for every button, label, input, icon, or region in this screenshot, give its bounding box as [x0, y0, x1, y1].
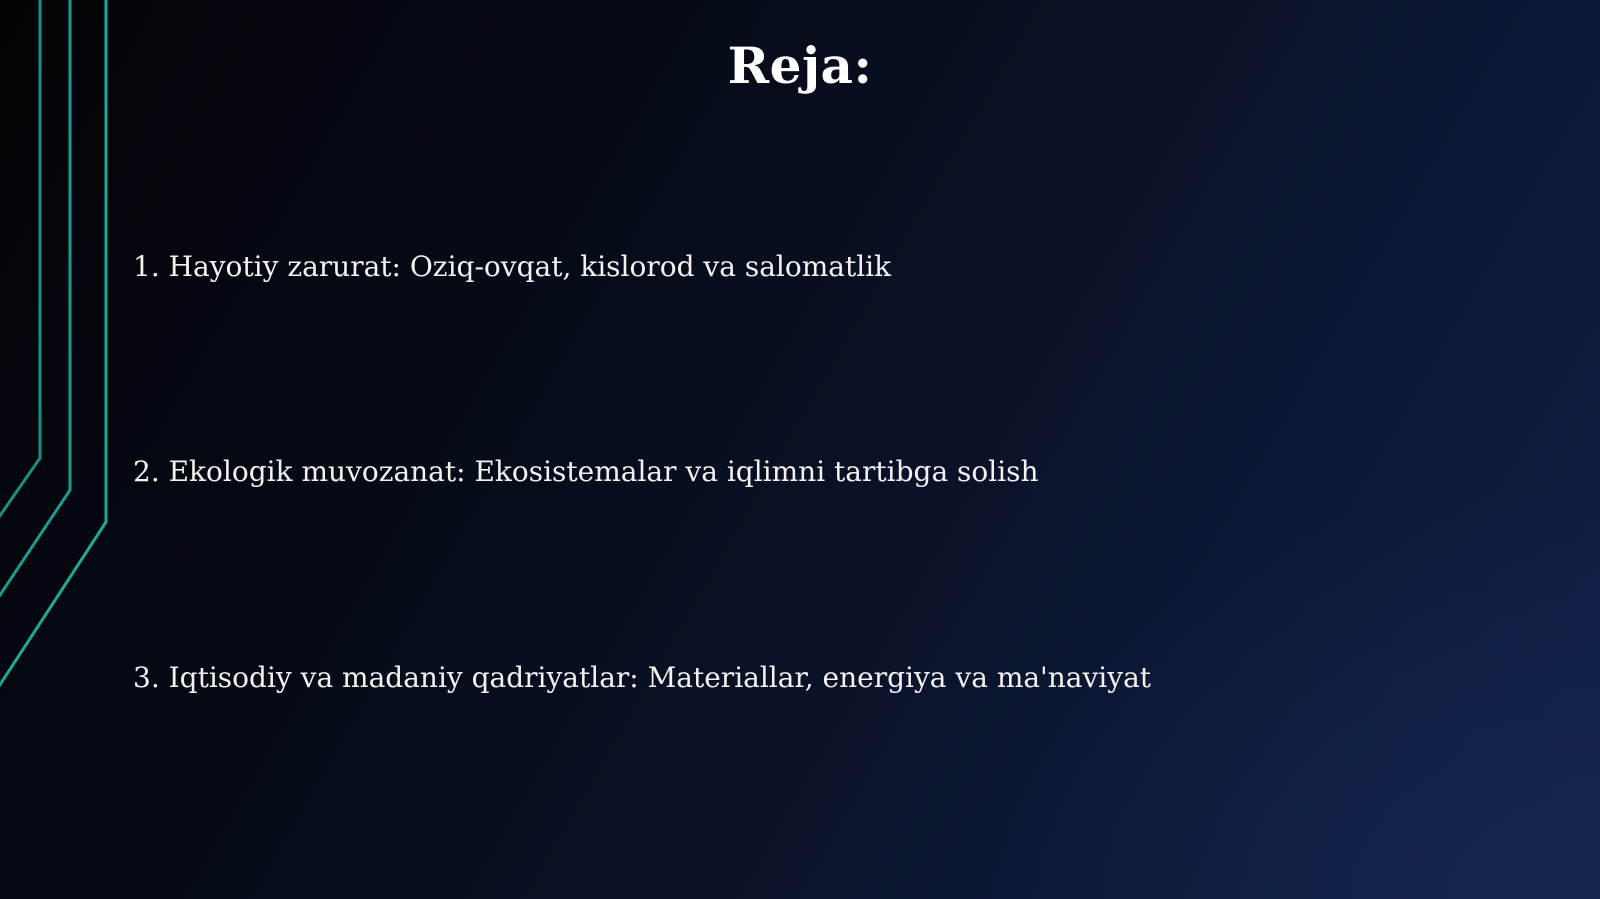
accent-line-outer	[0, 0, 106, 700]
plan-item-1: 1. Hayotiy zarurat: Oziq-ovqat, kislorod va salomatlik	[133, 250, 892, 283]
slide-title: Reja:	[727, 36, 873, 95]
plan-item-2: 2. Ekologik muvozanat: Ekosistemalar va iqlimni tartibga solish	[133, 455, 1039, 488]
decorative-accent-lines	[0, 0, 140, 899]
plan-item-3: 3. Iqtisodiy va madaniy qadriyatlar: Materiallar, energiya va ma'naviyat	[133, 661, 1152, 694]
